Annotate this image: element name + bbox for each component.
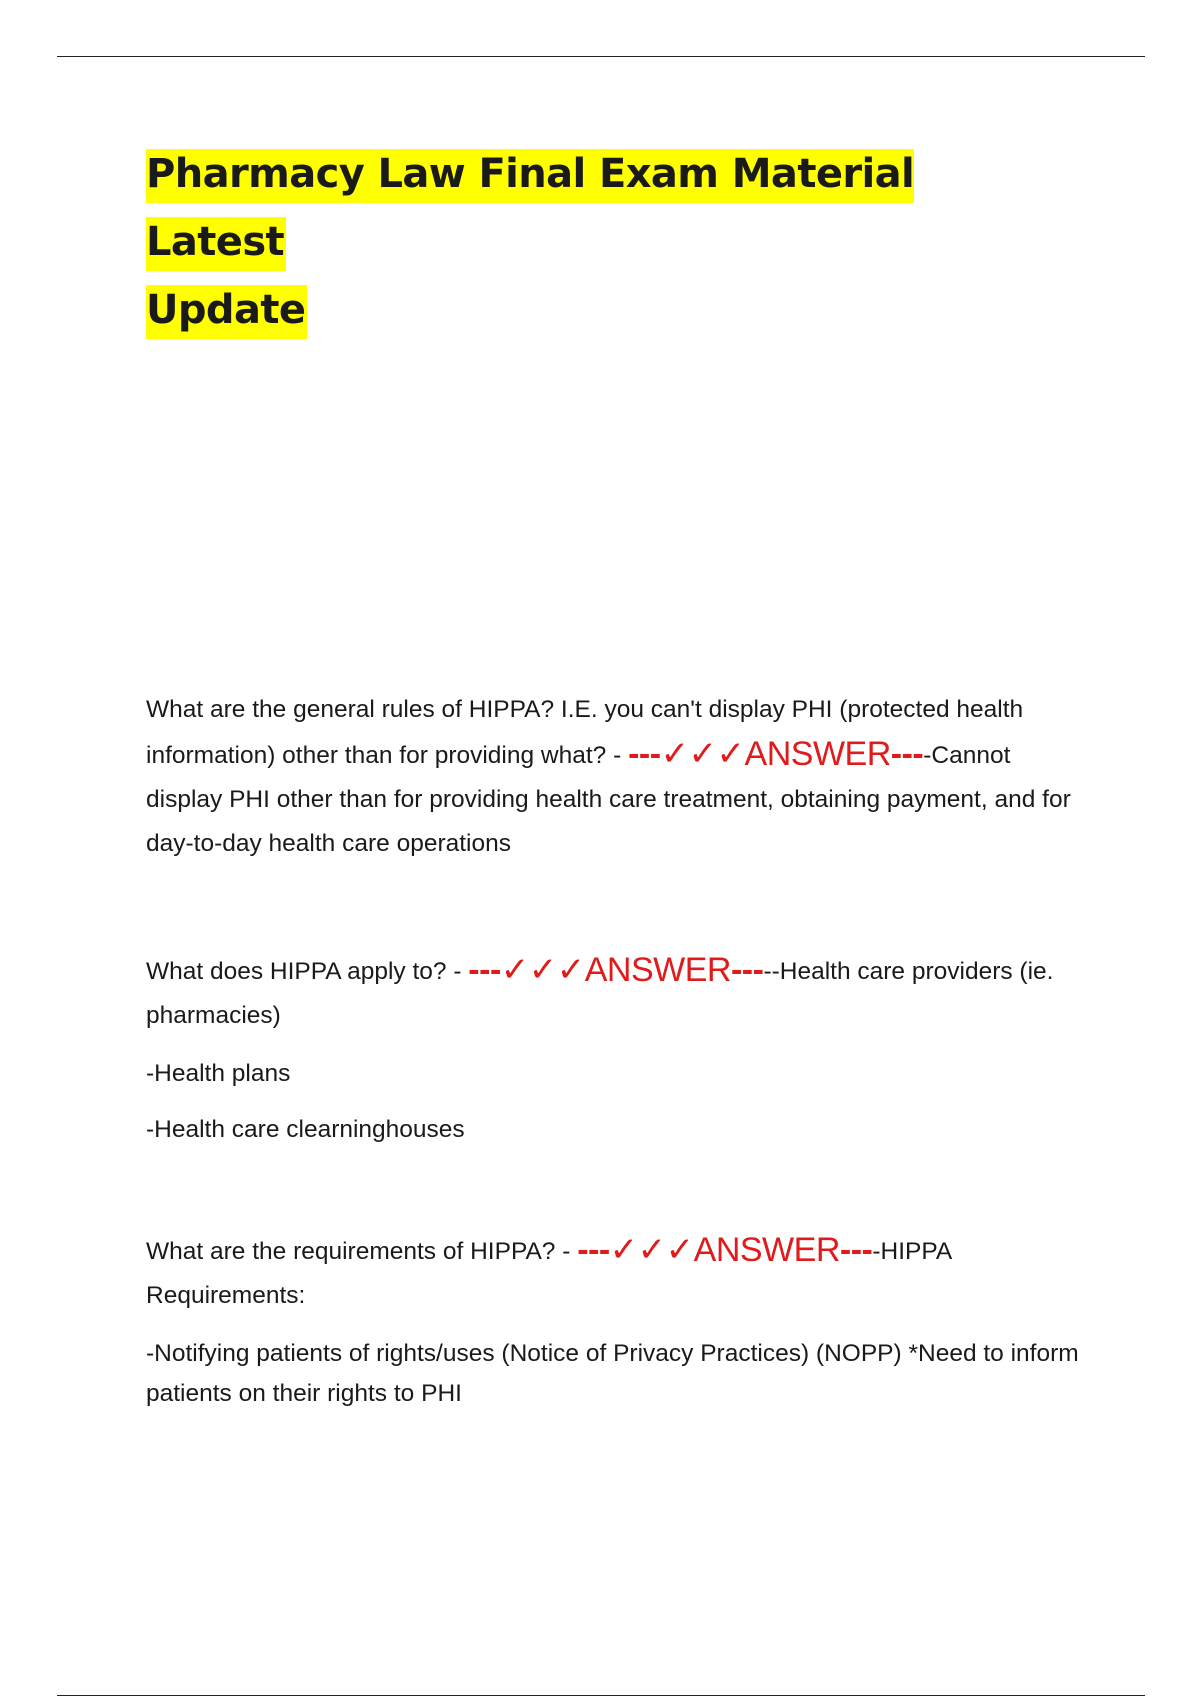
answer-list-item: -Health plans bbox=[146, 1060, 291, 1087]
answer-lead-dashes: --- bbox=[468, 951, 501, 989]
title-line-1: Pharmacy Law Final Exam Material Latest bbox=[146, 149, 914, 271]
title-line-2: Update bbox=[146, 285, 307, 339]
answer-marker bbox=[577, 1231, 872, 1269]
question-text: What are the general rules of HIPPA? I.E. you can't display PHI (protected health information) other than for providing what? - bbox=[146, 696, 1024, 769]
answer-lead-dashes: --- bbox=[628, 735, 661, 773]
answer-marker bbox=[468, 951, 763, 989]
answer-word: ANSWER bbox=[693, 1231, 840, 1269]
answer-list-item: -Notifying patients of rights/uses (Notice of Privacy Practices) (NOPP) *Need to inform patients on their rights to PHI bbox=[146, 1340, 1079, 1407]
footer-rule bbox=[57, 1695, 1145, 1696]
checkmarks-icon: ✓✓✓ bbox=[660, 735, 745, 773]
answer-trail-dashes: --- bbox=[730, 951, 764, 989]
answer-list-item: -Health care clearninghouses bbox=[146, 1116, 465, 1143]
document-title bbox=[146, 140, 1046, 344]
answer-trail-dashes: --- bbox=[890, 735, 924, 773]
answer-text: --Health care providers (ie. pharmacies) bbox=[146, 958, 1054, 1029]
answer-word: ANSWER bbox=[584, 951, 731, 989]
qa-paragraph bbox=[146, 1228, 1086, 1318]
qa-paragraph bbox=[146, 948, 1086, 1038]
answer-marker bbox=[628, 735, 923, 773]
qa-paragraph bbox=[146, 688, 1086, 866]
answer-word: ANSWER bbox=[744, 735, 891, 773]
answer-lead-dashes: --- bbox=[577, 1231, 610, 1269]
checkmarks-icon: ✓✓✓ bbox=[500, 951, 585, 989]
qa-block-hipaa-requirements bbox=[146, 1228, 1086, 1414]
qa-block-hipaa-general-rules bbox=[146, 688, 1086, 866]
answer-text: -HIPPA Requirements: bbox=[146, 1238, 951, 1309]
question-text: What does HIPPA apply to? - bbox=[146, 958, 469, 985]
header-rule bbox=[57, 56, 1145, 57]
answer-text: -Cannot display PHI other than for providing health care treatment, obtaining payment, and for day-to-day health care operations bbox=[146, 742, 1071, 857]
qa-block-hipaa-applies-to bbox=[146, 948, 1086, 1150]
answer-trail-dashes: --- bbox=[839, 1231, 873, 1269]
checkmarks-icon: ✓✓✓ bbox=[609, 1231, 694, 1269]
question-text: What are the requirements of HIPPA? - bbox=[146, 1238, 578, 1265]
